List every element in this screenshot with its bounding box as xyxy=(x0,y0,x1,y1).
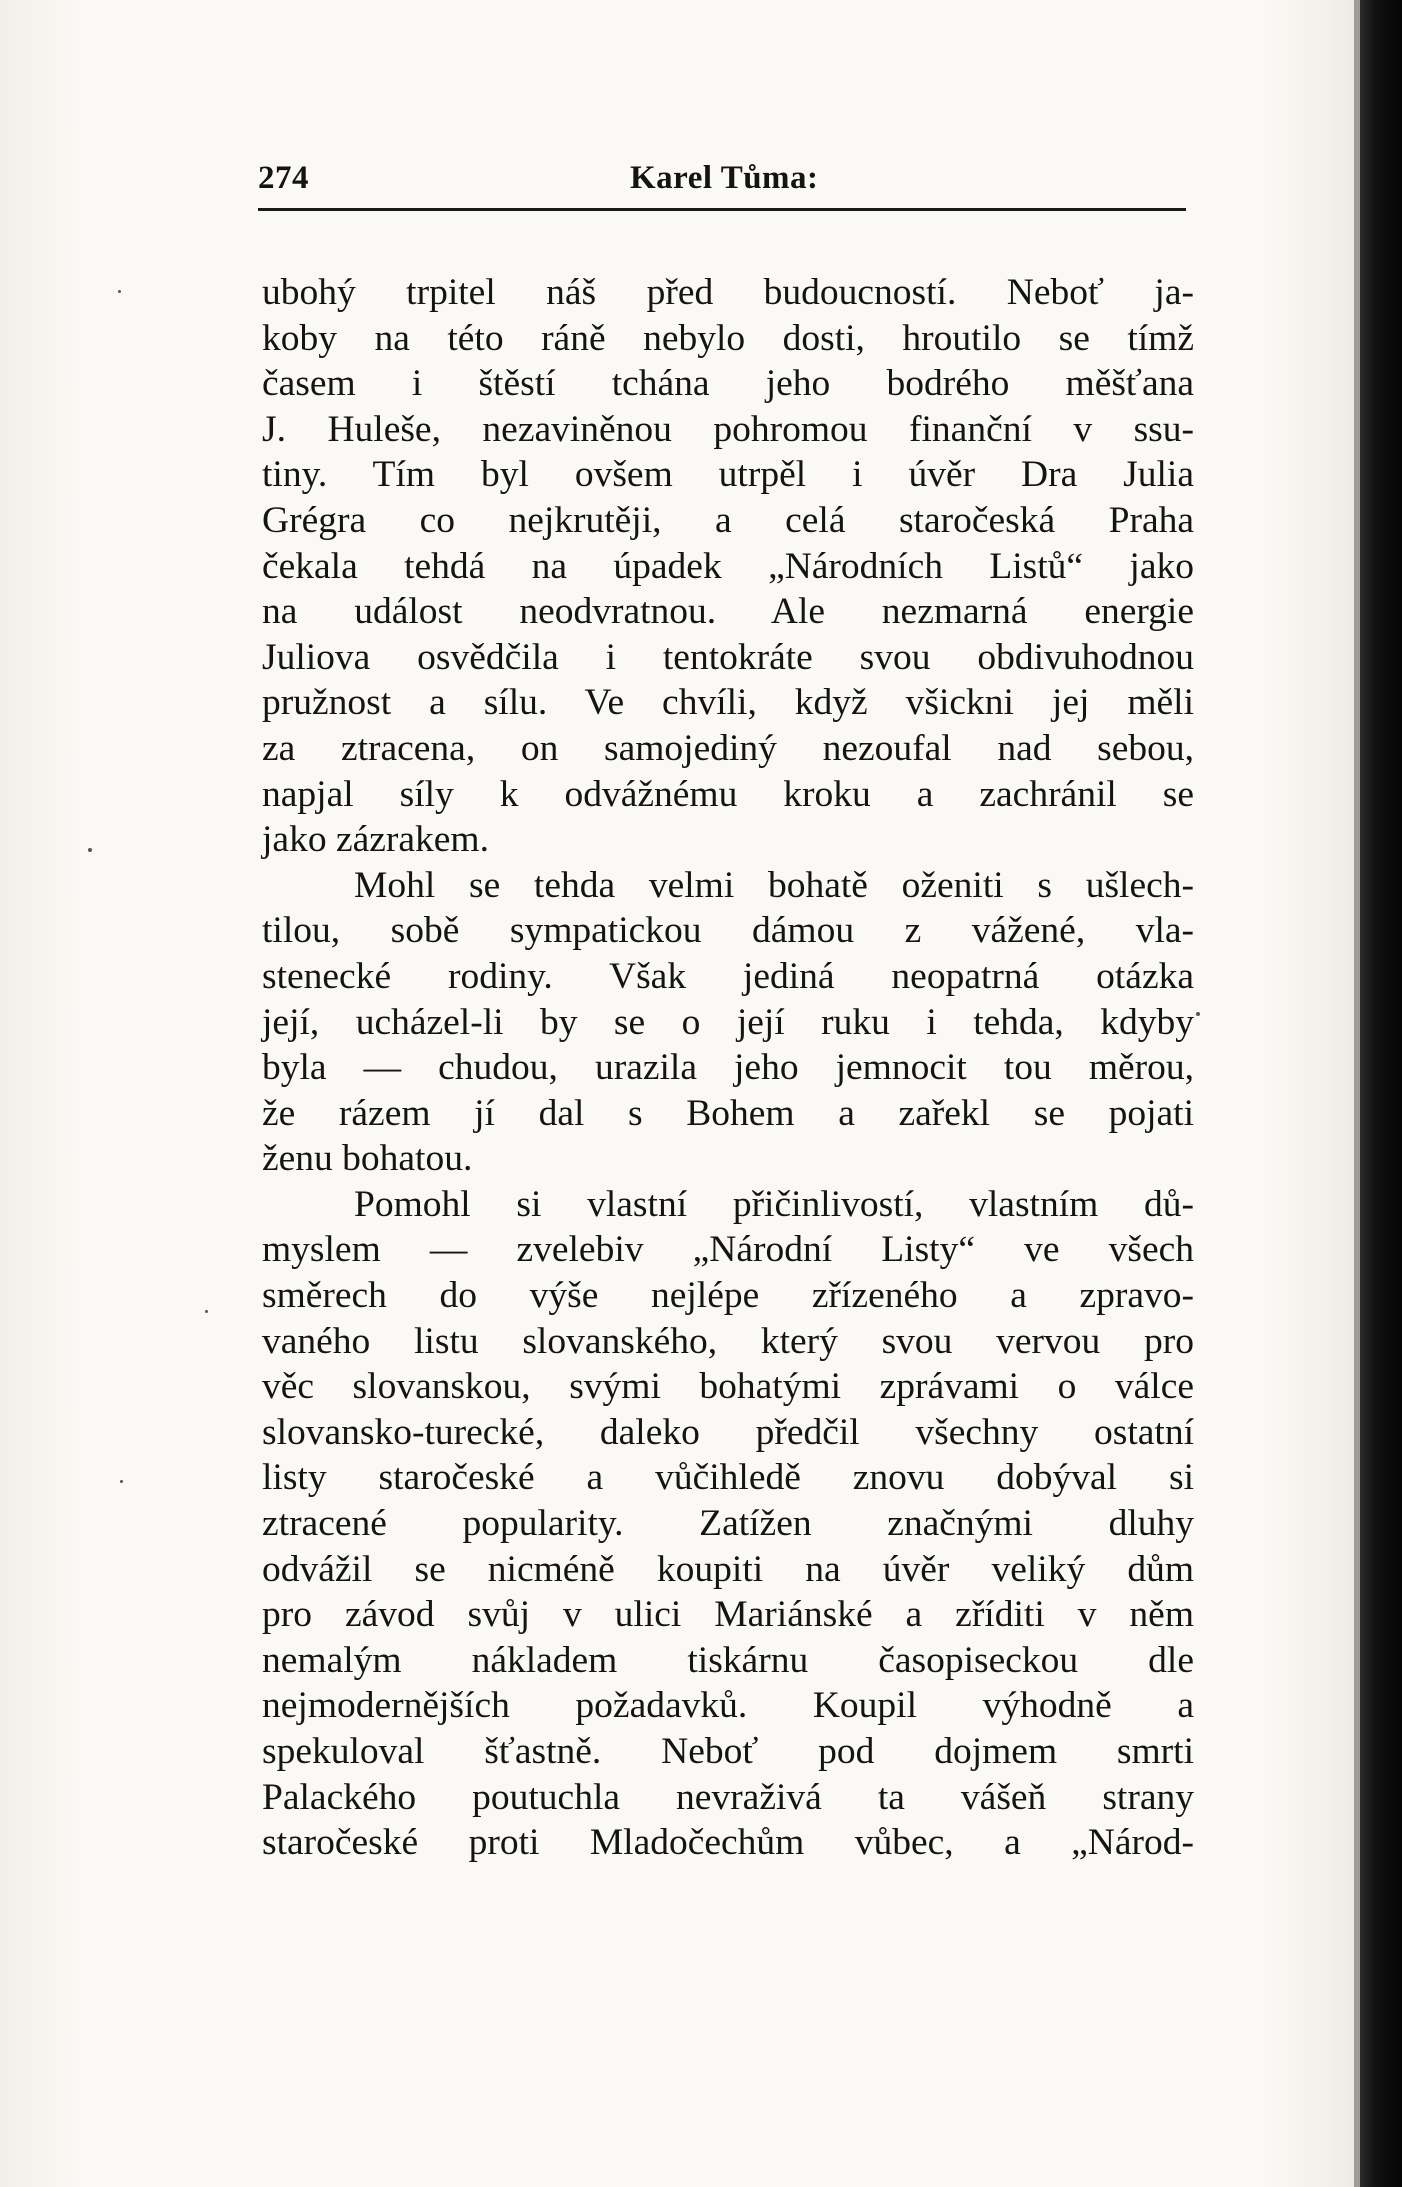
text-line: časem i štěstí tchána jeho bodrého měšťana xyxy=(262,363,1194,405)
text-line: odvážil se nicméně koupiti na úvěr veliký dům xyxy=(262,1548,1194,1590)
scan-border xyxy=(1360,0,1402,2187)
text-line: tilou, sobě sympatickou dámou z vážené, vla- xyxy=(262,910,1194,952)
running-head: Karel Tůma: xyxy=(630,160,819,196)
text-line: slovansko-turecké, daleko předčil všechny ostatní xyxy=(262,1411,1194,1453)
text-line: Palackého poutuchla nevraživá ta vášeň strany xyxy=(262,1776,1194,1818)
paragraph-end-line: ženu bohatou. xyxy=(262,1138,473,1180)
paragraph-start-line: Pomohl si vlastní přičinlivostí, vlastním dů- xyxy=(354,1183,1194,1225)
text-line: stenecké rodiny. Však jediná neopatrná otázka xyxy=(262,955,1194,997)
paragraph-end-line: jako zázrakem. xyxy=(262,819,489,861)
page-header xyxy=(258,160,1186,206)
text-line: listy staročeské a vůčihledě znovu dobýval si xyxy=(262,1457,1194,1499)
text-line: Grégra co nejkrutěji, a celá staročeská Praha xyxy=(262,499,1194,541)
text-line: nemalým nákladem tiskárnu časopiseckou dle xyxy=(262,1639,1194,1681)
text-line: Juliova osvědčila i tentokráte svou obdivuhodnou xyxy=(262,636,1194,678)
text-line: spekuloval šťastně. Neboť pod dojmem smrti xyxy=(262,1731,1194,1772)
text-line: byla — chudou, urazila jeho jemnocit tou měrou, xyxy=(262,1047,1194,1089)
scan-speck xyxy=(118,290,121,293)
scan-speck xyxy=(88,848,92,852)
text-line: vaného listu slovanského, který svou vervou pro xyxy=(262,1320,1194,1362)
header-rule xyxy=(258,208,1186,211)
text-line: myslem — zvelebiv „Národní Listy“ ve všech xyxy=(262,1229,1194,1271)
text-line: pro závod svůj v ulici Mariánské a zříditi v něm xyxy=(262,1594,1194,1636)
text-line: tiny. Tím byl ovšem utrpěl i úvěr Dra Julia xyxy=(262,454,1194,496)
scan-speck xyxy=(120,1480,123,1483)
text-line: čekala tehdá na úpadek „Národních Listů“ jako xyxy=(262,545,1194,587)
paragraph-start-line: Mohl se tehda velmi bohatě oženiti s ušlech- xyxy=(354,864,1194,906)
text-line: za ztracena, on samojediný nezoufal nad sebou, xyxy=(262,727,1194,769)
text-line: ztracené popularity. Zatížen značnými dluhy xyxy=(262,1503,1194,1545)
body-text xyxy=(262,270,1194,1866)
text-line: J. Huleše, nezaviněnou pohromou finanční v ssu- xyxy=(262,408,1194,450)
scan-speck xyxy=(205,1310,208,1313)
text-line: směrech do výše nejlépe zřízeného a zpravo- xyxy=(262,1275,1194,1317)
text-line: ubohý trpitel náš před budoucností. Neboť ja- xyxy=(262,272,1194,313)
text-line: věc slovanskou, svými bohatými zprávami o válce xyxy=(262,1366,1194,1408)
scan-speck xyxy=(1196,1012,1200,1016)
text-line: že rázem jí dal s Bohem a zařekl se pojati xyxy=(262,1092,1194,1134)
text-line: napjal síly k odvážnému kroku a zachránil se xyxy=(262,773,1194,815)
text-line: její, ucházel-li by se o její ruku i tehda, kdyby xyxy=(262,1001,1194,1043)
text-line: staročeské proti Mladočechům vůbec, a „Národ- xyxy=(262,1822,1194,1864)
text-line: pružnost a sílu. Ve chvíli, když všickni jej měli xyxy=(262,682,1194,724)
page-number: 274 xyxy=(258,160,309,196)
text-line: na událost neodvratnou. Ale nezmarná energie xyxy=(262,591,1194,633)
text-line: nejmodernějších požadavků. Koupil výhodně a xyxy=(262,1685,1194,1727)
text-line: koby na této ráně nebylo dosti, hroutilo se tímž xyxy=(262,317,1194,359)
